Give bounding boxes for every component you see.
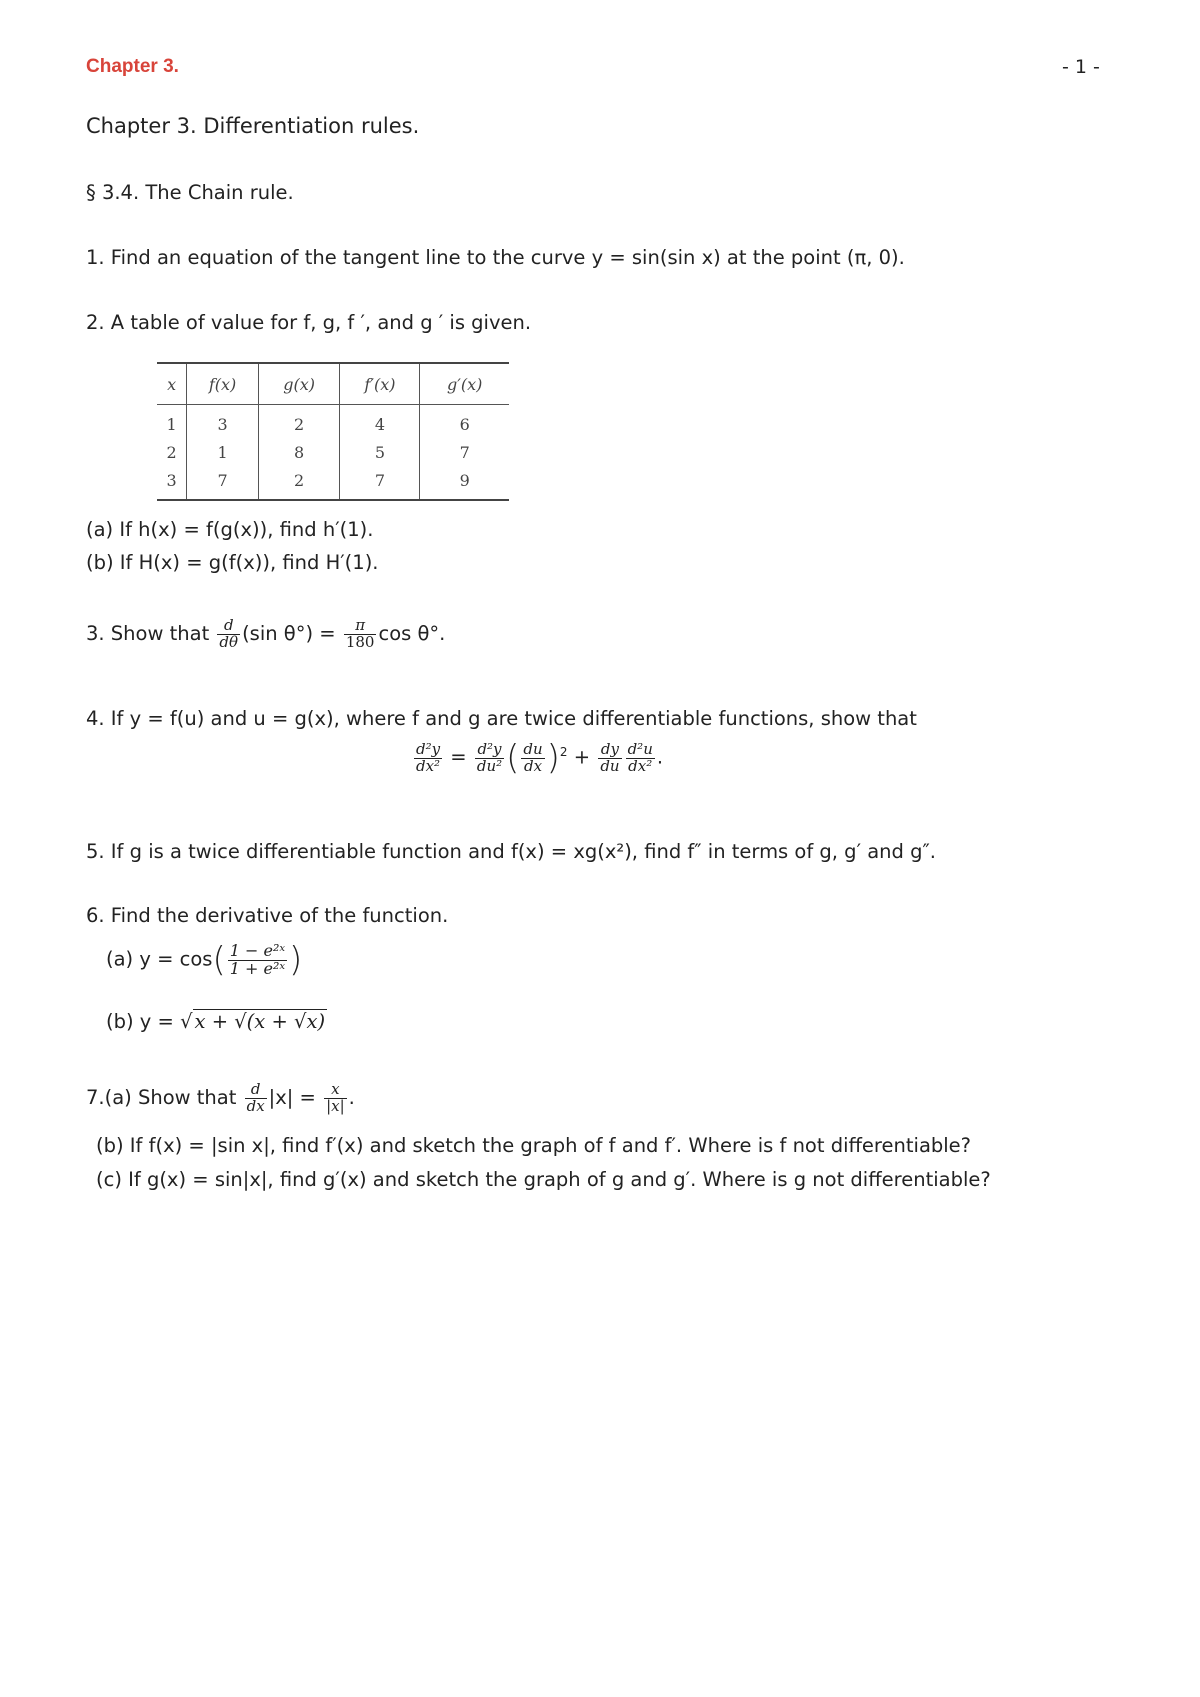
square-exponent: 2 (559, 745, 568, 759)
problem-6a-lead: (a) y = cos (106, 947, 213, 971)
equals-sign: = (450, 745, 467, 769)
table-cell: 2 (166, 442, 177, 462)
problem-7a (86, 1082, 355, 1115)
frac-den: du (600, 756, 620, 775)
page-title: Chapter 3. Differentiation rules. (86, 114, 420, 138)
page-number: - 1 - (1062, 56, 1100, 78)
period: . (348, 1085, 355, 1109)
d2y-du2-fraction (475, 739, 504, 775)
d2y-dx2-fraction (414, 739, 442, 775)
table-cell: 6 (420, 405, 509, 439)
frac-den: 180 (345, 632, 375, 651)
frac-num: d (245, 1082, 267, 1099)
problem-5: 5. If g is a twice differentiable function and f(x) = xg(x²), find f″ in terms of g, g′ and g″. (86, 840, 936, 863)
table-header: f′(x) (340, 363, 420, 405)
problem-6: 6. Find the derivative of the function. (86, 904, 449, 927)
d2u-dx2-fraction (626, 739, 655, 775)
d-dtheta-fraction (217, 618, 240, 651)
d-dx-fraction (245, 1082, 267, 1115)
problem-2b: (b) If H(x) = g(f(x)), find H′(1). (86, 551, 379, 574)
frac-den: dx² (628, 756, 653, 775)
frac-den: dθ (219, 632, 239, 651)
table-row (157, 466, 509, 500)
problem-2: 2. A table of value for f, g, f ′, and g ′ is given. (86, 311, 532, 334)
table-header: f(x) (187, 363, 259, 405)
frac-den: 1 + e²ˣ (229, 958, 286, 978)
table-row (157, 438, 509, 466)
frac-num: 1 − e²ˣ (229, 940, 286, 960)
pi-180-fraction (344, 618, 377, 651)
problem-2a: (a) If h(x) = f(g(x)), find h′(1). (86, 518, 374, 541)
table-cell: 2 (258, 466, 340, 500)
frac-num: x (324, 1082, 347, 1099)
problem-7b: (b) If f(x) = |sin x|, find f′(x) and sketch the graph of f and f′. Where is f not differentiable? (96, 1134, 972, 1157)
table-cell: 7 (187, 466, 259, 500)
table-header-row (157, 363, 509, 405)
chapter-header: Chapter 3. (86, 56, 179, 77)
problem-1: 1. Find an equation of the tangent line to the curve y = sin(sin x) at the point (π, 0). (86, 246, 905, 269)
problem-3-lead: 3. Show that (86, 621, 210, 645)
table-cell: 7 (340, 466, 420, 500)
problem-6b: (b) y = √ x + √(x + √x) (106, 1010, 326, 1033)
frac-den: dx² (416, 756, 441, 775)
table-cell: 1 (166, 414, 177, 434)
table-cell: 2 (258, 405, 340, 439)
frac-den: du² (476, 756, 503, 775)
frac-num: dy (598, 742, 621, 759)
table-header: g(x) (258, 363, 340, 405)
table-header: g′(x) (420, 363, 509, 405)
table-cell: 3 (157, 466, 187, 500)
problem-7a-lead: 7.(a) Show that (86, 1085, 237, 1109)
table-cell: 3 (187, 405, 259, 439)
table-cell: 9 (420, 466, 509, 500)
problem-3-rhs: cos θ°. (378, 621, 446, 645)
table-row (157, 405, 509, 439)
dy-du-fraction (598, 739, 621, 775)
frac-den: |x| (326, 1096, 345, 1115)
frac-den: dx (246, 1096, 265, 1115)
problem-3 (86, 618, 445, 651)
table-cell: 7 (420, 438, 509, 466)
frac-num: d²y (416, 739, 441, 758)
section-heading: § 3.4. The Chain rule. (86, 181, 294, 204)
problem-3-lhs: (sin θ°) = (242, 621, 336, 645)
x-absx-fraction (324, 1082, 347, 1115)
frac-num: d²y (475, 742, 504, 759)
table-cell: 5 (340, 438, 420, 466)
period: . (656, 745, 664, 769)
problem-6a: (a) y = cos( $\frac{\text{1 − e²ˣ}}{\text{1 + e²ˣ}}$ ) (106, 940, 303, 980)
frac-num: d (217, 618, 240, 635)
value-table (157, 362, 509, 501)
problem-7c: (c) If g(x) = sin|x|, find g′(x) and sketch the graph of g and g′. Where is g not differentiable? (96, 1168, 991, 1191)
table-cell: 4 (340, 405, 420, 439)
frac-num: du (523, 739, 543, 758)
nested-root-expression: x + √(x + √x) (194, 1010, 326, 1033)
table-cell: 1 (187, 438, 259, 466)
problem-4-equation: $\frac{\text{d²y}}{\text{dx²}}$ = $\frac{\text{d²y}}{\text{du²}}$ ( $\frac{du}{dx}$ )$^2$ + $\frac{dy}{du}$ $\frac{\text{d²u}}{\text{dx²}}$ . (416, 738, 664, 778)
problem-4: 4. If y = f(u) and u = g(x), where f and g are twice differentiable functions, show that (86, 707, 917, 730)
problem-6b-lead: (b) y = (106, 1010, 181, 1033)
frac-num: d²u (627, 739, 653, 758)
du-dx-fraction (521, 739, 544, 775)
table-header: x (157, 363, 187, 405)
problem-7a-lhs: |x| = (268, 1085, 316, 1109)
exp-fraction (228, 940, 287, 978)
frac-den: dx (523, 756, 543, 775)
frac-num: π (344, 618, 377, 635)
table-cell: 8 (258, 438, 340, 466)
plus-sign: + (573, 745, 591, 769)
